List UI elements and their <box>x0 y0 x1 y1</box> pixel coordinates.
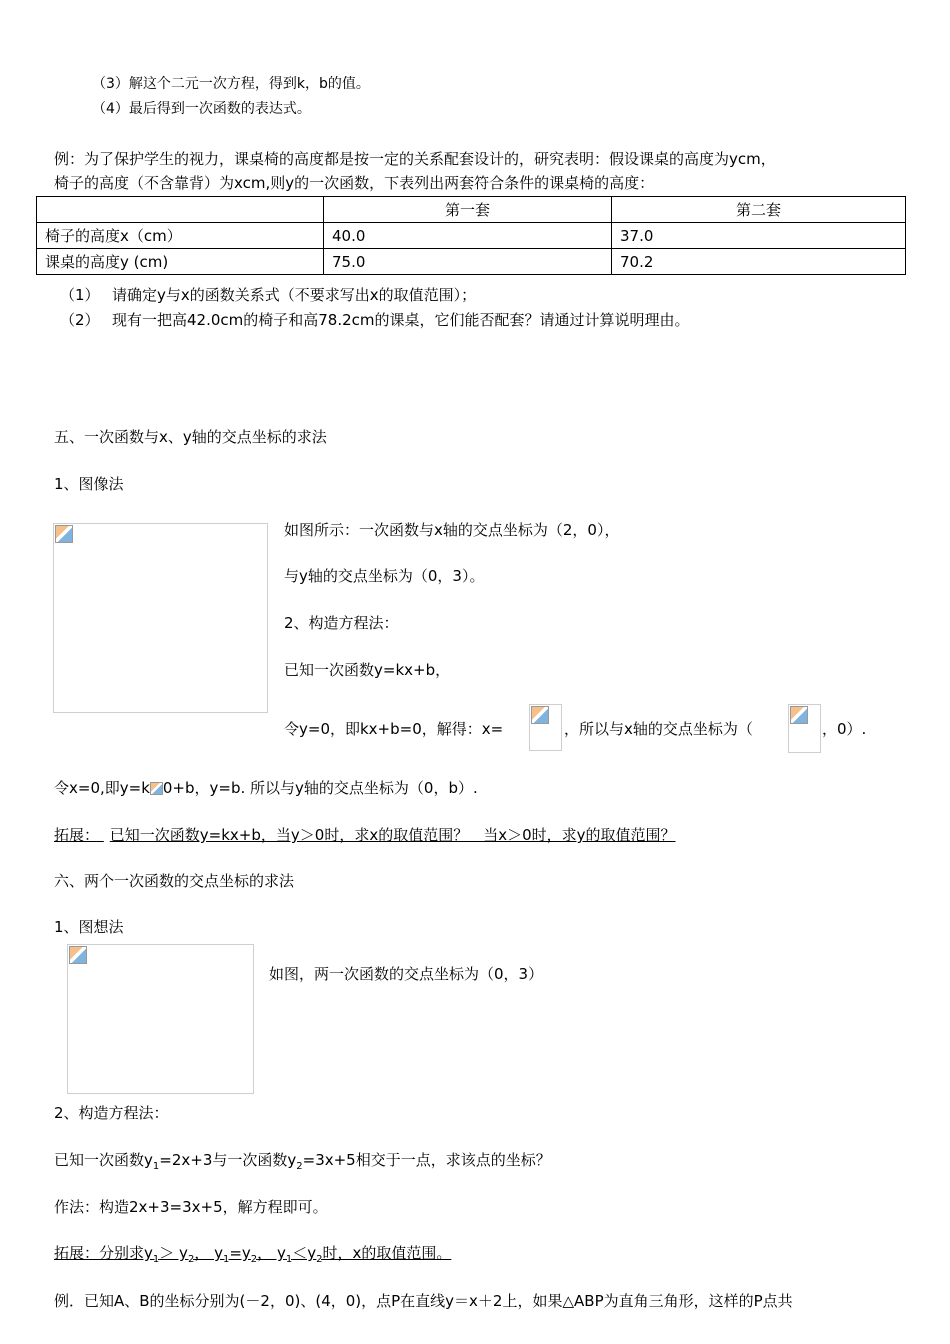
question-1-number: （1） <box>60 286 100 304</box>
step-4: （4）最后得到一次函数的表达式。 <box>92 101 311 117</box>
given-part-b: =2x+3与一次函数y <box>159 1151 297 1169</box>
section-6-method-2: 2、构造方程法： <box>54 1104 169 1122</box>
table-header-cell: 第二套 <box>612 197 906 223</box>
example-right-triangle: 例．已知A、B的坐标分别为(－2，0)、(4，0)，点P在直线y＝x＋2上，如果△ABP为直角三角形，这样的P点共 <box>54 1292 793 1310</box>
let-y-zero-part-a: 令y=0，即kx+b=0，解得：x= <box>284 720 504 738</box>
section-5-method-2: 2、构造方程法： <box>284 614 399 632</box>
fraction-image-placeholder <box>788 704 821 753</box>
broken-image-icon <box>531 706 549 724</box>
table-cell: 课桌的高度y (cm) <box>37 249 324 275</box>
method-text: 作法：构造2x+3=3x+5，解方程即可。 <box>54 1198 328 1216</box>
subscript-1: 1 <box>152 1161 160 1172</box>
table-row <box>37 223 906 249</box>
broken-image-icon <box>55 525 73 543</box>
let-y-zero-part-b: ，所以与x轴的交点坐标为（ <box>564 720 753 738</box>
figure-text-intersection: 如图，两一次函数的交点坐标为（0，3） <box>269 965 544 983</box>
section-5-method-1: 1、图像法 <box>54 475 124 493</box>
extension-part-b: ＞ y <box>159 1244 188 1262</box>
table-cell: 37.0 <box>612 223 906 249</box>
let-y-zero-part-c: ，0）. <box>822 720 867 738</box>
subscript: 2 <box>316 1254 323 1265</box>
table-cell: 75.0 <box>324 249 612 275</box>
table-header-cell <box>37 197 324 223</box>
section-6-method-1: 1、图想法 <box>54 918 124 936</box>
subscript: 1 <box>222 1254 230 1265</box>
given-part-a: 已知一次函数y <box>54 1151 153 1169</box>
fraction-image-placeholder <box>529 704 562 751</box>
subscript: 2 <box>250 1254 258 1265</box>
broken-image-icon <box>150 782 163 795</box>
extension-part-c: ， y <box>194 1244 223 1262</box>
let-x-zero-part-a: 令x=0,即y=k <box>54 779 150 797</box>
given-two-functions <box>54 1151 551 1173</box>
extension-part-f: ＜y <box>292 1244 317 1262</box>
table-cell: 椅子的高度x（cm） <box>37 223 324 249</box>
extension-label: 拓展 <box>54 1244 85 1262</box>
height-table <box>36 196 906 275</box>
graph-image-placeholder <box>53 523 268 713</box>
step-3: （3）解这个二元一次方程，得到k，b的值。 <box>92 76 370 92</box>
table-cell: 70.2 <box>612 249 906 275</box>
table-cell: 40.0 <box>324 223 612 249</box>
question-2-text: 现有一把高42.0cm的椅子和高78.2cm的课桌，它们能否配套？请通过计算说明理由。 <box>112 311 690 329</box>
subscript: 1 <box>152 1254 160 1265</box>
subscript: 1 <box>285 1254 293 1265</box>
example-line-2: 椅子的高度（不含靠背）为xcm,则y的一次函数，下表列出两套符合条件的课桌椅的高度： <box>54 174 655 192</box>
let-x-zero-line <box>54 779 478 797</box>
question-2-number: （2） <box>60 311 100 329</box>
table-header-row <box>37 197 906 223</box>
given-part-c: =3x+5相交于一点，求该点的坐标？ <box>302 1151 551 1169</box>
subscript: 2 <box>187 1254 195 1265</box>
broken-image-icon <box>790 706 808 724</box>
question-1-text: 请确定y与x的函数关系式（不要求写出x的取值范围）； <box>112 286 477 304</box>
table-header-cell: 第一套 <box>324 197 612 223</box>
extension-part-a: ：分别求y <box>84 1244 153 1262</box>
example-line-1: 例：为了保护学生的视力，课桌椅的高度都是按一定的关系配套设计的，研究表明：假设课桌的高度为ycm， <box>54 150 776 168</box>
figure-text-y-intercept: 与y轴的交点坐标为（0，3）。 <box>284 567 485 585</box>
extension-part-g: 时，x的取值范围。 <box>322 1244 452 1262</box>
extension-6 <box>54 1244 451 1266</box>
extension-5 <box>54 826 676 844</box>
broken-image-icon <box>69 946 87 964</box>
subscript-2: 2 <box>296 1161 303 1172</box>
section-5-title: 五、一次函数与x、y轴的交点坐标的求法 <box>54 428 327 446</box>
extension-label: 拓展： <box>54 826 100 844</box>
section-6-title: 六、两个一次函数的交点坐标的求法 <box>54 872 295 890</box>
two-lines-graph-placeholder <box>67 944 254 1094</box>
given-function: 已知一次函数y=kx+b， <box>284 661 451 679</box>
table-row <box>37 249 906 275</box>
extension-text: 已知一次函数y=kx+b，当y＞0时，求x的取值范围？ 当x＞0时，求y的取值范围？ <box>109 826 676 844</box>
figure-text-x-intercept: 如图所示：一次函数与x轴的交点坐标为（2，0）， <box>284 521 620 539</box>
let-x-zero-part-b: 0+b，y=b. 所以与y轴的交点坐标为（0，b）. <box>162 779 478 797</box>
extension-part-e: ， y <box>257 1244 286 1262</box>
extension-part-d: =y <box>229 1244 251 1262</box>
